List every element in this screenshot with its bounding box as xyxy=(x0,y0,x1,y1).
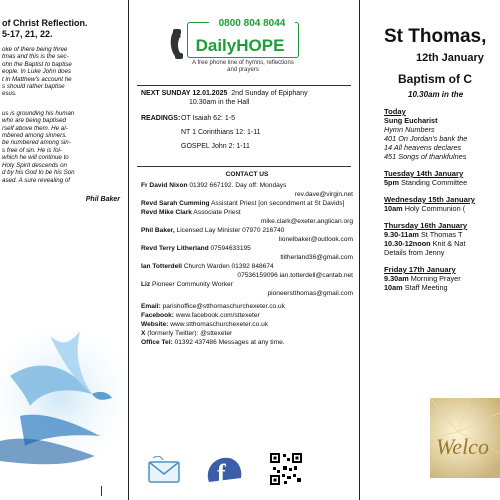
notice-line xyxy=(384,274,500,283)
next-sunday-place: 10.30am in the Hall xyxy=(189,99,250,106)
notice-heading: Friday 17th January xyxy=(384,265,456,274)
next-sunday-heading: NEXT SUNDAY 12.01.2025 xyxy=(141,90,228,97)
contact-line xyxy=(141,235,353,244)
contact-name: Email: xyxy=(141,303,161,310)
reading-row xyxy=(141,140,353,154)
reflection-line: s should rather baptise xyxy=(2,83,65,91)
reflection-column xyxy=(0,0,128,500)
reflection-title: of Christ Reflection. 5-17, 21, 22. xyxy=(2,18,88,39)
reflection-line: s free of sin. He is fol- xyxy=(2,146,62,154)
reflection-line: rself above them. He al- xyxy=(2,124,68,132)
contact-line xyxy=(141,181,353,190)
weekly-notices xyxy=(358,107,500,292)
contact-line xyxy=(141,217,353,226)
notice-text: Details from Jenny xyxy=(384,248,445,257)
notice-text: 14 All heavens declares xyxy=(384,143,462,152)
notice-line xyxy=(384,143,500,152)
reflection-line: mbered among sinners. xyxy=(2,132,68,140)
contacts-heading: CONTACT US xyxy=(225,171,269,178)
notice-heading: Tuesday 14th January xyxy=(384,169,464,178)
notice-heading: Wednesday 15th January xyxy=(384,195,476,204)
contact-line xyxy=(141,320,353,329)
reflection-line: t in Matthew's account he xyxy=(2,75,72,83)
svg-text:f: f xyxy=(217,459,226,486)
notice-text: 451 Songs of thankfulnes xyxy=(384,152,467,161)
contact-detail: tlitherland36@gmail.com xyxy=(280,254,353,261)
contact-name: Revd Terry Litherland xyxy=(141,245,209,252)
contact-detail: 07594633195 xyxy=(208,245,251,252)
contact-line xyxy=(141,190,353,199)
contact-line xyxy=(141,199,353,208)
notice-text: Staff Meeting xyxy=(402,283,448,292)
contact-name: Ian Totterdell xyxy=(141,263,182,270)
notice-text: Hymn Numbers xyxy=(384,125,435,134)
contact-line xyxy=(141,311,353,320)
notice-time: 9.30am xyxy=(384,274,409,283)
notice-text: Standing Committee xyxy=(399,178,468,187)
hope-phone-number: 0800 804 8044 xyxy=(209,18,295,29)
notice-text: 401 On Jordan's bank the xyxy=(384,134,468,143)
notice-line xyxy=(384,116,500,125)
notice-text: Knit & Nat xyxy=(430,239,466,248)
contact-detail: (formerly Twitter): @sttexeter xyxy=(145,330,233,337)
reading-code: NT xyxy=(181,129,191,136)
contact-detail: pioneerstthomas@gmail.com xyxy=(267,290,353,297)
notice-time: 9.30-11am xyxy=(384,230,419,239)
church-title: St Thomas, xyxy=(384,26,487,47)
contact-name: Fr David Nixon xyxy=(141,182,188,189)
notice-time: 5pm xyxy=(384,178,400,187)
reflection-paragraph-1 xyxy=(2,46,124,98)
contact-detail: www.facebook.com/sttexeter xyxy=(173,312,260,319)
notice-heading: Today xyxy=(384,107,406,116)
notice-heading: Thursday 16th January xyxy=(384,221,468,230)
dove-image xyxy=(0,316,128,486)
contact-detail: Licensed Lay Minister 07970 216740 xyxy=(174,227,285,234)
contact-line xyxy=(141,208,353,217)
next-sunday-subtitle: 2nd Sunday of Epiphany xyxy=(231,90,308,97)
welcome-image xyxy=(430,398,500,478)
notice-line xyxy=(384,230,500,239)
notice-text: Morning Prayer xyxy=(408,274,461,283)
notice-time: 10am xyxy=(384,204,403,213)
reflection-line: eople. In Luke John does xyxy=(2,68,72,76)
contact-detail: Associate Priest xyxy=(191,209,241,216)
notice-section xyxy=(384,107,500,161)
contact-line xyxy=(141,289,353,298)
contact-detail: Assistant Priest [on secondment at St Davids] xyxy=(209,200,345,207)
contact-detail: 01392 437486 Messages at any time. xyxy=(172,339,285,346)
reflection-line: who are being baptised xyxy=(2,117,66,125)
notice-time: 10.30-12noon xyxy=(384,239,431,248)
hope-wordmark: DailyHOPE xyxy=(195,36,285,55)
reflection-line: be numbered among sin- xyxy=(2,139,71,147)
reflection-line: Holy Spirit descends on xyxy=(2,161,68,169)
contact-detail: 01392 667192. Day off: Mondays xyxy=(187,182,287,189)
divider xyxy=(137,85,351,86)
contact-line xyxy=(141,338,353,347)
contact-detail: parishoffice@stthomaschurchexeter.co.uk xyxy=(160,303,286,310)
reading-code: OT xyxy=(181,115,191,122)
notice-line xyxy=(384,283,500,292)
notice-section xyxy=(384,221,500,257)
contact-detail: rev.dave@virgin.net xyxy=(294,191,353,198)
contact-name: Revd Sarah Cumming xyxy=(141,200,210,207)
contact-name: X xyxy=(141,330,146,337)
reading-row xyxy=(141,112,353,126)
contact-line xyxy=(141,253,353,262)
notice-line xyxy=(384,239,500,248)
contact-line xyxy=(141,226,353,235)
notice-section xyxy=(384,169,500,187)
info-column xyxy=(128,0,360,500)
next-sunday xyxy=(141,89,353,107)
contact-name: Phil Baker, xyxy=(141,227,175,234)
readings-label: READINGS: xyxy=(141,115,181,122)
welcome-text: Welco xyxy=(436,434,489,459)
contact-name: Facebook: xyxy=(141,312,174,319)
reading-text: 1 Corinthians 12: 1-11 xyxy=(190,129,261,136)
reading-row xyxy=(141,126,353,140)
notice-section xyxy=(384,265,500,292)
contact-line xyxy=(141,262,353,271)
hope-tagline: A free phone line of hymns, reflections and prayers xyxy=(192,60,294,73)
contact-line xyxy=(141,280,353,289)
feast-title: Baptism of C xyxy=(398,72,473,86)
reflection-line: us is grounding his human xyxy=(2,109,75,117)
notice-line xyxy=(384,178,500,187)
reflection-line: ased. A sure revealing of xyxy=(2,176,70,184)
reflection-signature: Phil Baker xyxy=(85,195,120,203)
reflection-line: oke of there being three xyxy=(2,46,68,53)
contact-detail: 07536159096 ian.totterdell@cantab.net xyxy=(237,272,353,279)
service-date: 12th January xyxy=(416,52,484,64)
notice-section xyxy=(384,195,500,213)
contact-detail: lionelbaker@outlook.com xyxy=(278,236,353,243)
contact-icons xyxy=(147,452,347,492)
contact-line xyxy=(141,271,353,280)
email-icon[interactable] xyxy=(147,456,183,486)
reading-text: John 2: 1-11 xyxy=(209,143,250,150)
contact-name: Office Tel: xyxy=(141,339,173,346)
notice-line xyxy=(384,134,500,143)
reflection-line: d by his God to be his Son xyxy=(2,169,75,177)
service-time: 10.30am in the xyxy=(408,90,464,99)
facebook-icon[interactable] xyxy=(203,452,247,486)
reflection-line: esus. xyxy=(2,90,17,98)
contact-detail: www.stthomaschurchexeter.co.uk xyxy=(168,321,269,328)
divider xyxy=(137,166,351,167)
qr-code-icon[interactable] xyxy=(269,452,303,486)
contact-detail: Pioneer Community Worker xyxy=(150,281,233,288)
notice-line xyxy=(384,248,500,257)
contact-detail: mike.clark@exeter.anglican.org xyxy=(260,218,353,225)
daily-hope-logo xyxy=(167,18,317,78)
notice-text: St Thomas T xyxy=(418,230,463,239)
contact-line xyxy=(141,244,353,253)
contact-line xyxy=(141,302,353,311)
contact-line xyxy=(141,329,353,338)
contact-detail: Church Warden 01392 848674 xyxy=(181,263,274,270)
reflection-line: tmas and this is the sec- xyxy=(2,53,69,61)
notice-text: Holy Communion ( xyxy=(402,204,466,213)
notice-line xyxy=(384,152,500,161)
reflection-paragraph-2 xyxy=(2,110,124,184)
reflection-line: ohn the Baptist to baptise xyxy=(2,60,72,68)
contact-name: Website: xyxy=(141,321,169,328)
reading-text: Isaiah 62: 1-5 xyxy=(190,115,235,122)
reflection-line: which he will continue to xyxy=(2,154,69,162)
reading-code: GOSPEL xyxy=(181,143,210,150)
readings xyxy=(141,112,353,154)
notice-line xyxy=(384,204,500,213)
contact-name: Liz xyxy=(141,281,151,288)
notice-line xyxy=(384,125,500,134)
contact-name: Revd Mike Clark xyxy=(141,209,192,216)
notice-time: Sung Eucharist xyxy=(384,116,438,125)
contacts xyxy=(141,170,353,347)
page-fold-mark xyxy=(101,486,102,496)
notice-time: 10am xyxy=(384,283,403,292)
